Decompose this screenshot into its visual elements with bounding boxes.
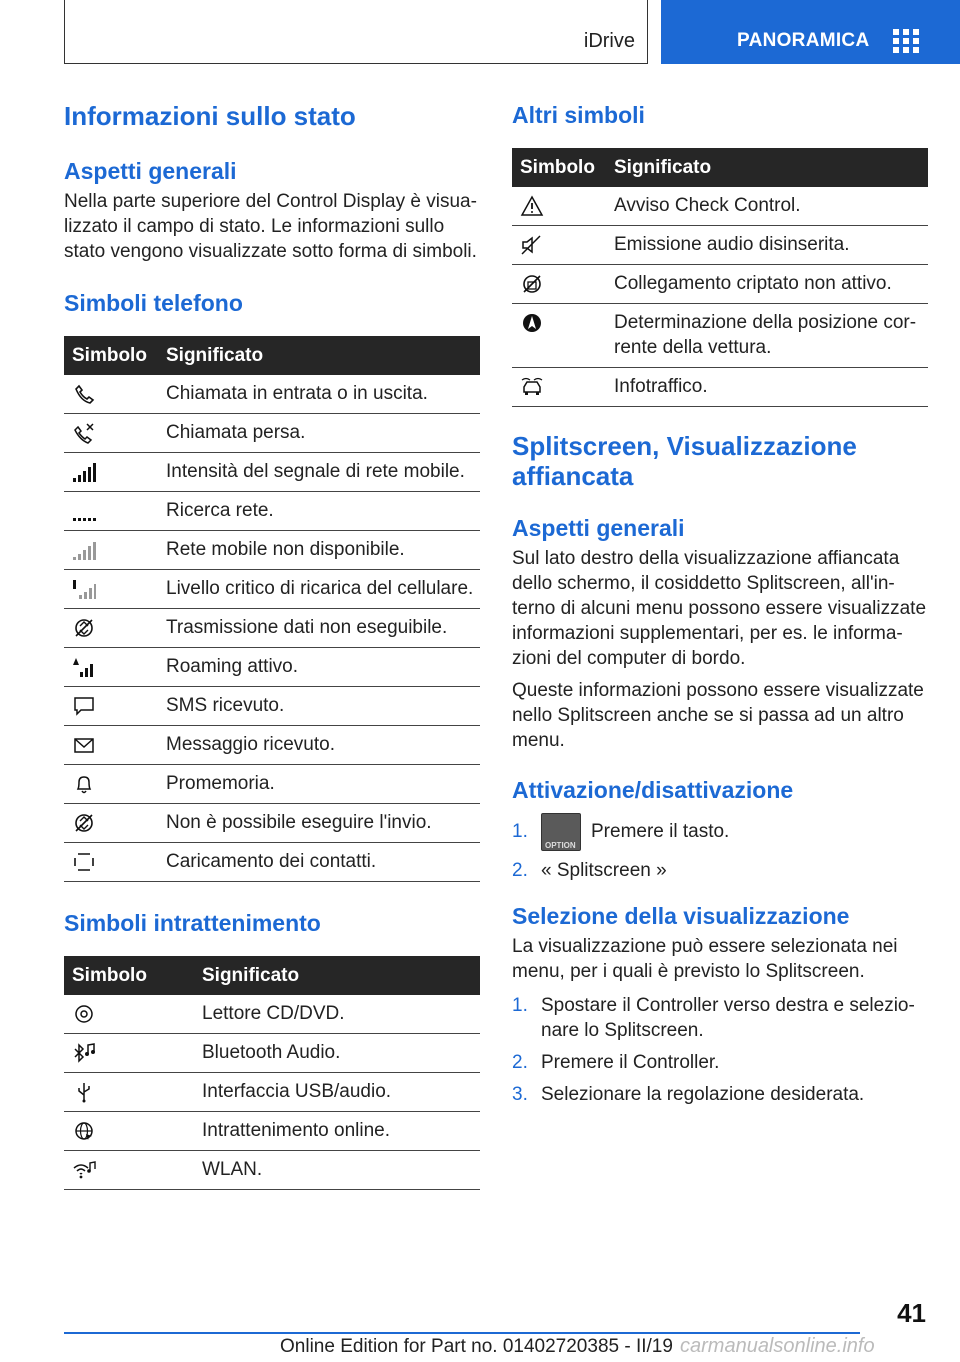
row-text: SMS ricevuto. (158, 687, 480, 726)
roaming-icon (72, 656, 96, 678)
ent-col-symbol: Simbolo (64, 956, 194, 995)
header-tab-label: PANORAMICA (737, 30, 870, 51)
table-row (64, 804, 480, 843)
phone-call-icon (72, 383, 96, 405)
row-text: Interfaccia USB/audio. (194, 1073, 480, 1112)
entertainment-symbols-table (64, 956, 480, 1190)
header-tab-panoramica[interactable] (661, 0, 960, 64)
watermark: carmanualsonline.info (680, 1335, 875, 1357)
step-number: 1. (512, 995, 528, 1017)
traffic-info-icon (520, 376, 544, 398)
row-text: Intensità del segnale di rete mobile. (158, 453, 480, 492)
split-text-2: Queste informazioni possono essere visualizzate nello Splitscreen anche se si passa ad un altro menu. (512, 680, 924, 751)
sms-icon (72, 695, 96, 717)
other-table-body (512, 187, 928, 407)
audio-muted-icon (520, 234, 544, 256)
row-text: Intrattenimento online. (194, 1112, 480, 1151)
table-row (64, 843, 480, 882)
row-text: Caricamento dei contatti. (158, 843, 480, 882)
page-number: 41 (897, 1298, 926, 1328)
no-network-icon (72, 539, 96, 561)
general-text: Nella parte superiore del Control Display è visualizzato il campo di stato. Le informazioni sullo stato vengono visualizzate sotto forma di simboli. (64, 191, 477, 262)
warning-triangle-icon (520, 195, 544, 217)
split-general-heading: Aspetti generali (512, 515, 685, 541)
no-data-transfer-icon (72, 617, 96, 639)
footer-edition: Online Edition for Part no. 01402720385 - II/19 (280, 1336, 673, 1357)
missed-call-icon (72, 422, 96, 444)
page-title: Informazioni sullo stato (64, 101, 356, 131)
list-item (512, 1050, 928, 1075)
table-row (64, 687, 480, 726)
option-button-icon (541, 813, 581, 851)
footer-divider (64, 1332, 860, 1334)
row-text: Chiamata persa. (158, 414, 480, 453)
step-text: Premere il tasto. (591, 821, 730, 843)
other-col-symbol: Simbolo (512, 148, 606, 187)
signal-strength-icon (72, 461, 96, 483)
row-text: Chiamata in entrata o in uscita. (158, 375, 480, 414)
table-row (64, 995, 480, 1034)
phone-col-symbol: Simbolo (64, 336, 158, 375)
row-text: Infotraffico. (606, 368, 928, 407)
table-row (64, 609, 480, 648)
list-item (512, 993, 928, 1043)
low-battery-icon (72, 578, 96, 600)
message-icon (72, 734, 96, 756)
table-row (64, 570, 480, 609)
row-text: Promemoria. (158, 765, 480, 804)
table-row (512, 226, 928, 265)
grid-menu-icon (893, 29, 919, 53)
list-item (512, 813, 928, 851)
row-text: Livello critico di ricarica del cellulare. (158, 570, 480, 609)
activation-steps (512, 813, 928, 883)
row-text: Rete mobile non disponibile. (158, 531, 480, 570)
row-text: Messaggio ricevuto. (158, 726, 480, 765)
navigation-position-icon (520, 312, 544, 334)
step-text: « Splitscreen » (541, 860, 667, 882)
row-text: Collegamento criptato non attivo. (606, 265, 928, 304)
phone-heading: Simboli telefono (64, 290, 243, 316)
online-entertainment-icon (72, 1120, 96, 1142)
step-number: 2. (512, 860, 528, 882)
header-section-box (64, 0, 648, 64)
phone-col-meaning: Significato (158, 336, 480, 375)
unencrypted-icon (520, 273, 544, 295)
step-number: 1. (512, 821, 528, 842)
list-item (512, 858, 928, 883)
row-text: Non è possibile eseguire l'invio. (158, 804, 480, 843)
row-text: Determinazione della posizione corrente della vettura. (606, 304, 928, 368)
table-row (64, 531, 480, 570)
entertainment-heading: Simboli intrattenimento (64, 910, 321, 936)
selection-steps (512, 993, 928, 1107)
step-text: Premere il Controller. (541, 1052, 720, 1074)
table-row (512, 304, 928, 368)
table-row (64, 1034, 480, 1073)
table-row (64, 726, 480, 765)
bluetooth-audio-icon (72, 1042, 96, 1064)
step-text: Selezionare la regolazione desiderata. (541, 1084, 865, 1106)
network-search-icon (72, 500, 96, 522)
row-text: Ricerca rete. (158, 492, 480, 531)
table-row (64, 648, 480, 687)
general-heading: Aspetti generali (64, 158, 237, 184)
table-row (64, 414, 480, 453)
table-row (64, 453, 480, 492)
send-failed-icon (72, 812, 96, 834)
table-row (64, 375, 480, 414)
reminder-bell-icon (72, 773, 96, 795)
list-item (512, 1082, 928, 1107)
row-text: WLAN. (194, 1151, 480, 1190)
phone-symbols-table (64, 336, 480, 882)
contacts-loading-icon (72, 851, 96, 873)
table-row (64, 765, 480, 804)
split-text-1: Sul lato destro della visualizzazione affiancata dello schermo, il cosiddetto Splitscreen, all'interno di alcuni menu possono essere visualizzate informazioni supplementari, per es. le informazioni del computer di bordo. (512, 548, 927, 669)
ent-table-body (64, 995, 480, 1190)
cd-dvd-icon (72, 1003, 96, 1025)
left-column (64, 100, 480, 1190)
right-column (512, 100, 928, 1114)
step-text: Spostare il Controller verso destra e selezionare lo Splitscreen. (541, 995, 915, 1042)
other-symbols-table (512, 148, 928, 407)
phone-table-body (64, 375, 480, 882)
other-col-meaning: Significato (606, 148, 928, 187)
table-row (64, 1151, 480, 1190)
row-text: Emissione audio disinserita. (606, 226, 928, 265)
row-text: Bluetooth Audio. (194, 1034, 480, 1073)
row-text: Avviso Check Control. (606, 187, 928, 226)
other-symbols-heading: Altri simboli (512, 102, 645, 128)
header-section-label: iDrive (583, 30, 635, 52)
ent-col-meaning: Significato (194, 956, 480, 995)
table-row (512, 265, 928, 304)
step-number: 3. (512, 1084, 528, 1106)
row-text: Lettore CD/DVD. (194, 995, 480, 1034)
row-text: Roaming attivo. (158, 648, 480, 687)
table-row (512, 187, 928, 226)
step-number: 2. (512, 1052, 528, 1074)
table-row (64, 1073, 480, 1112)
usb-icon (72, 1081, 96, 1103)
splitscreen-title: Splitscreen, Visualizzazione affiancata (512, 431, 857, 491)
selection-heading: Selezione della visualizzazione (512, 903, 850, 930)
wlan-icon (72, 1159, 96, 1181)
table-row (512, 368, 928, 407)
table-row (64, 1112, 480, 1151)
option-button-label: OPTION (545, 841, 576, 850)
activation-heading: Attivazione/disattivazione (512, 777, 794, 803)
selection-text: La visualizzazione può essere selezionata nei menu, per i quali è previsto lo Splitscreen. (512, 936, 898, 983)
table-row (64, 492, 480, 531)
row-text: Trasmissione dati non eseguibile. (158, 609, 480, 648)
